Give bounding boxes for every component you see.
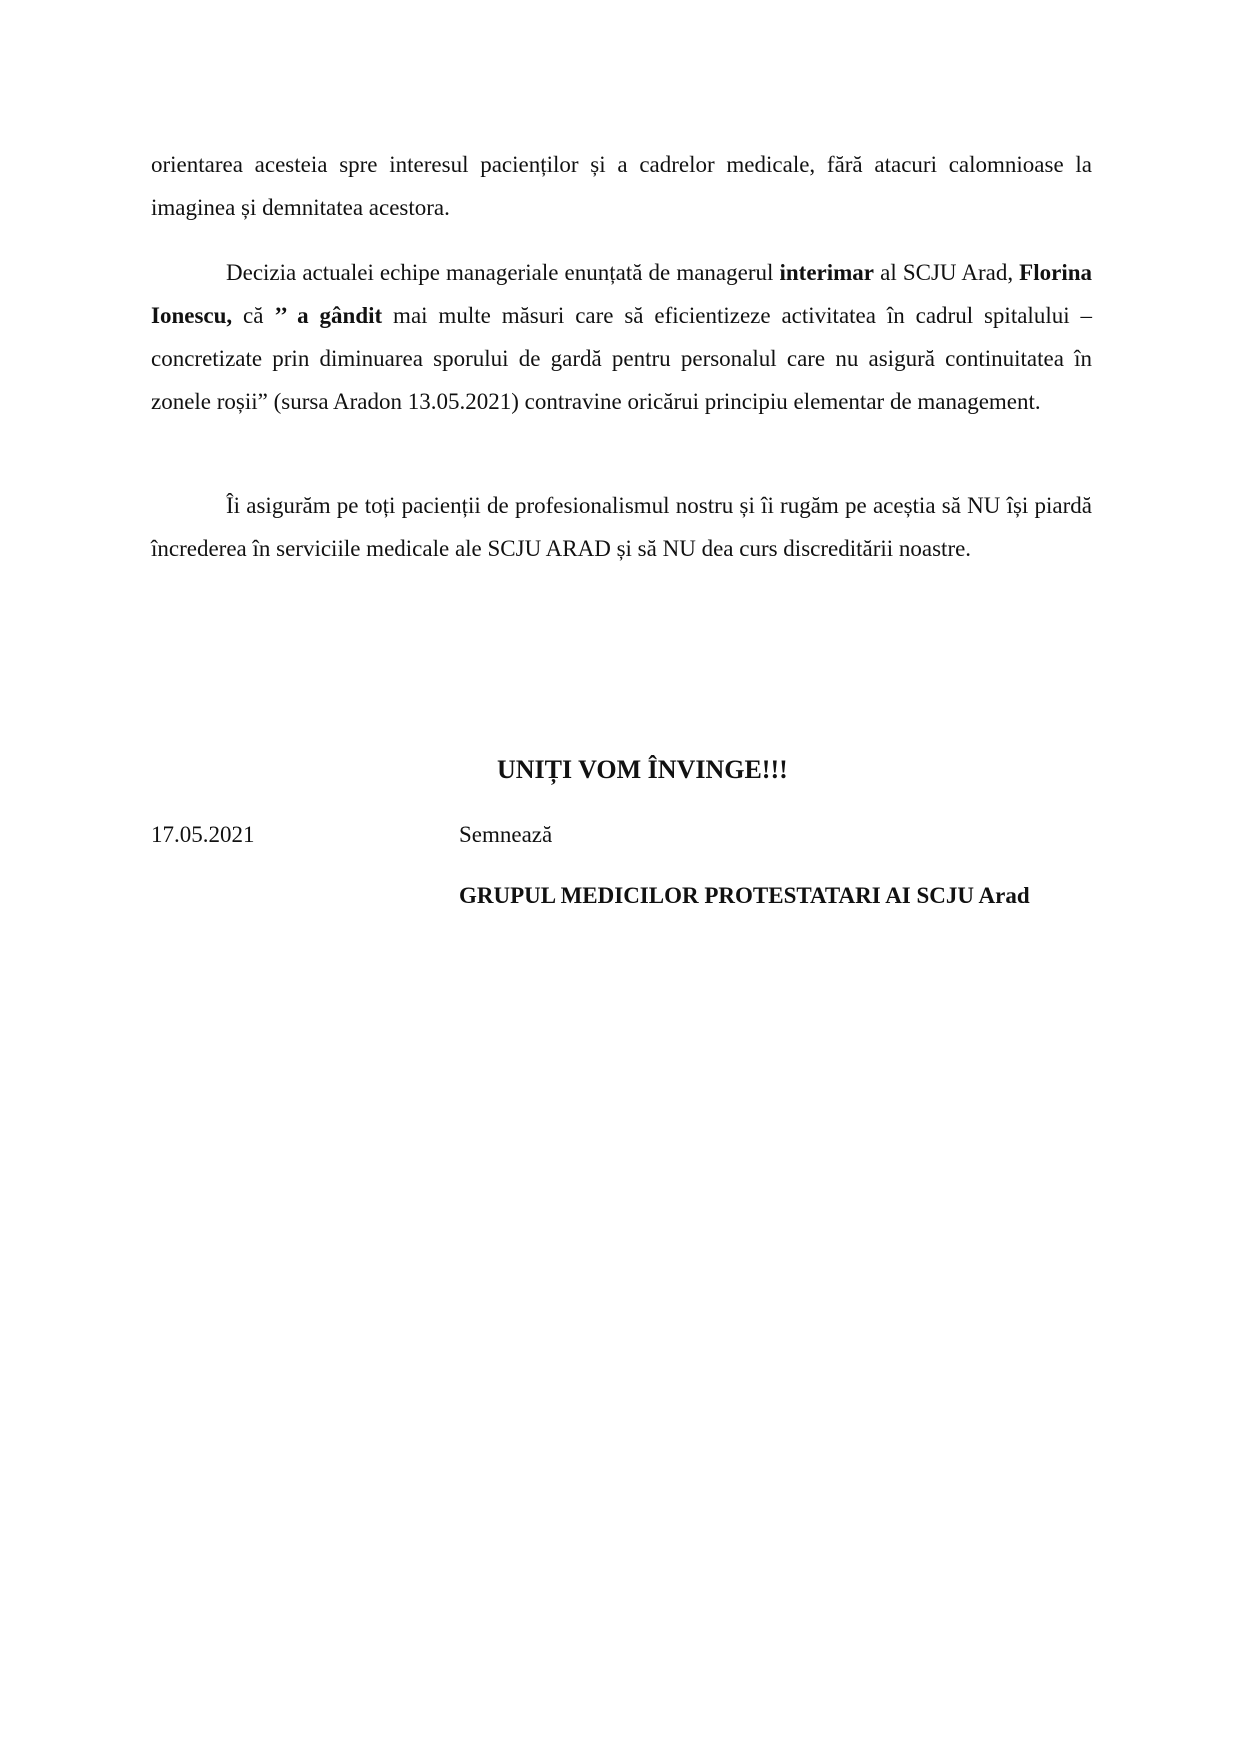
emphasis-interim: interimar <box>779 260 875 285</box>
emphasis-manager-name: Florina Ionescu, <box>151 260 1093 328</box>
paragraph-reassurance <box>151 484 1092 570</box>
paragraph-text-part: Decizia actualei echipe manageriale enunțată de managerul <box>226 260 780 285</box>
paragraph-management-decision <box>151 251 1092 423</box>
document-date: 17.05.2021 <box>151 822 255 847</box>
slogan-heading: UNIȚI VOM ÎNVINGE!!! <box>497 755 788 784</box>
paragraph-patient-interest <box>151 143 1092 229</box>
emphasis-quote: ’’ a gândit <box>274 303 383 328</box>
signatory-name: GRUPUL MEDICILOR PROTESTATARI AI SCJU Arad <box>459 883 1030 908</box>
paragraph-text-part: al SCJU Arad, <box>874 260 1020 285</box>
paragraph-text-part: mai multe măsuri care să eficientizeze activitatea în cadrul spitalului – concretizate prin diminuarea sporului de gardă pentru personalul care nu asigură continuitatea în zonele roșii” (sursa Aradon 13.05.2021) contravine oricărui principiu elementar de management. <box>151 303 1092 414</box>
paragraph-text: Îi asigurăm pe toți pacienții de profesionalismul nostru și îi rugăm pe aceștia să NU își piardă încrederea în serviciile medicale ale SCJU ARAD și să NU dea curs discreditării noastre. <box>151 493 1092 561</box>
paragraph-text: orientarea acesteia spre interesul pacienților și a cadrelor medicale, fără atacuri calomnioase la imaginea și demnitatea acestora. <box>151 152 1092 220</box>
sign-label: Semnează <box>459 822 553 847</box>
paragraph-text-part: că <box>232 303 275 328</box>
